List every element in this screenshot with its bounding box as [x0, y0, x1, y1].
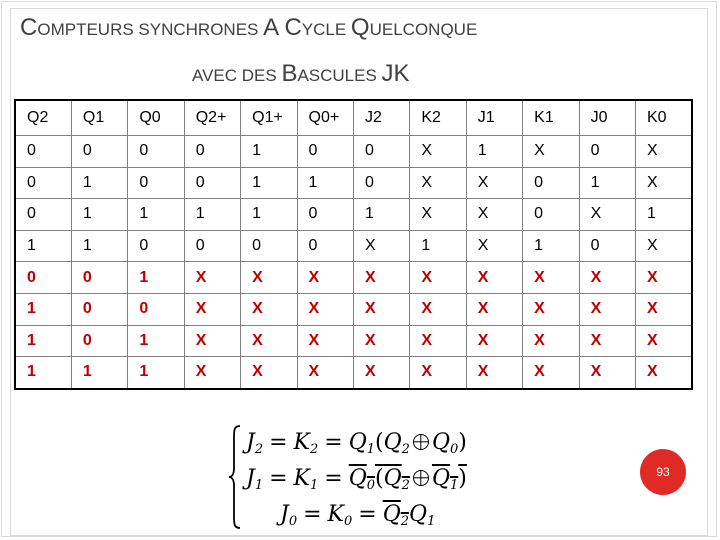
truth-table	[14, 99, 693, 390]
table-cell: X	[353, 357, 409, 389]
table-cell: X	[635, 325, 692, 357]
table-cell: X	[523, 325, 579, 357]
table-cell: X	[297, 293, 353, 325]
table-cell: 0	[128, 293, 184, 325]
table-cell: X	[635, 293, 692, 325]
table-cell: 0	[128, 230, 184, 262]
table-cell: 0	[15, 262, 71, 294]
table-cell: 1	[15, 230, 71, 262]
table-cell: 1	[297, 167, 353, 199]
table-cell: X	[579, 262, 635, 294]
table-row	[15, 357, 692, 389]
xor-operator-icon	[413, 434, 429, 450]
table-header-cell: K1	[523, 100, 579, 136]
table-cell: X	[241, 325, 297, 357]
table-cell: 0	[71, 262, 127, 294]
table-row	[15, 199, 692, 231]
table-header-cell: Q2	[15, 100, 71, 136]
table-cell: X	[297, 325, 353, 357]
table-cell: 0	[15, 199, 71, 231]
table-cell: X	[297, 357, 353, 389]
table-cell: 1	[128, 262, 184, 294]
table-cell: X	[523, 136, 579, 168]
table-cell: 0	[241, 230, 297, 262]
table-cell: 0	[184, 136, 240, 168]
table-header-cell: K0	[635, 100, 692, 136]
table-cell: 1	[353, 199, 409, 231]
table-cell: 1	[71, 167, 127, 199]
table-cell: 0	[71, 325, 127, 357]
table-cell: 0	[15, 167, 71, 199]
table-cell: X	[353, 262, 409, 294]
table-row	[15, 325, 692, 357]
table-cell: X	[241, 262, 297, 294]
table-cell: 0	[184, 167, 240, 199]
table-cell: X	[410, 325, 466, 357]
table-row	[15, 230, 692, 262]
table-cell: 1	[466, 136, 522, 168]
table-header-cell: K2	[410, 100, 466, 136]
slide-title-line1: COMPTEURS SYNCHRONES A CYCLE QUELCONQUE	[20, 14, 478, 41]
table-header-cell: Q1	[71, 100, 127, 136]
table-cell: 1	[128, 357, 184, 389]
table-cell: 1	[71, 199, 127, 231]
table-cell: X	[635, 167, 692, 199]
table-cell: 0	[297, 136, 353, 168]
table-cell: 0	[71, 136, 127, 168]
table-cell: X	[635, 136, 692, 168]
q0-complement: $Q_0$	[348, 466, 376, 493]
table-header-cell: Q2+	[184, 100, 240, 136]
slide-title-line2: AVEC DES BASCULES JK	[192, 60, 410, 87]
table-cell: X	[184, 293, 240, 325]
table-header-cell: J1	[466, 100, 522, 136]
equation-j0-k0: $J_0 = K_0 = Q_2Q_1$	[280, 502, 436, 529]
xor-operator-icon	[413, 470, 429, 486]
table-cell: 0	[128, 136, 184, 168]
table-cell: 1	[635, 199, 692, 231]
table-cell: 0	[71, 293, 127, 325]
table-cell: 0	[579, 230, 635, 262]
table-cell: X	[353, 325, 409, 357]
table-cell: 1	[15, 325, 71, 357]
table-header-cell: Q1+	[241, 100, 297, 136]
table-cell: X	[466, 325, 522, 357]
table-cell: 0	[353, 167, 409, 199]
table-header-cell: Q0	[128, 100, 184, 136]
table-cell: X	[241, 293, 297, 325]
table-cell: 0	[523, 199, 579, 231]
table-cell: X	[353, 293, 409, 325]
table-cell: X	[410, 357, 466, 389]
table-cell: X	[579, 199, 635, 231]
table-cell: X	[241, 357, 297, 389]
equation-j1-k1: $J_1 = K_1 = Q_0(Q_2$ $Q_1$)	[246, 466, 467, 493]
table-cell: 1	[71, 357, 127, 389]
table-cell: 0	[15, 136, 71, 168]
table-cell: X	[184, 262, 240, 294]
table-cell: X	[635, 230, 692, 262]
table-cell: 1	[71, 230, 127, 262]
table-cell: 0	[184, 230, 240, 262]
table-cell: X	[466, 199, 522, 231]
table-cell: X	[410, 293, 466, 325]
table-cell: 1	[579, 167, 635, 199]
table-cell: 1	[15, 357, 71, 389]
curly-brace-icon	[228, 424, 242, 530]
table-cell: 1	[128, 325, 184, 357]
table-cell: X	[466, 262, 522, 294]
page-number-badge: 93	[640, 449, 686, 495]
table-row	[15, 293, 692, 325]
table-cell: X	[523, 293, 579, 325]
table-cell: X	[184, 325, 240, 357]
table-cell: X	[466, 230, 522, 262]
table-cell: X	[353, 230, 409, 262]
table-cell: X	[579, 293, 635, 325]
table-cell: X	[466, 357, 522, 389]
table-cell: 1	[241, 167, 297, 199]
table-cell: X	[466, 293, 522, 325]
table-cell: 0	[297, 199, 353, 231]
table-cell: X	[579, 325, 635, 357]
table-header-cell: J0	[579, 100, 635, 136]
table-cell: 1	[184, 199, 240, 231]
q2-complement: $Q_2$	[382, 502, 410, 529]
table-cell: 1	[241, 136, 297, 168]
table-cell: X	[184, 357, 240, 389]
table-cell: 1	[128, 199, 184, 231]
xor-complement: ($Q_2$ $Q_1$)	[375, 466, 467, 493]
table-cell: 1	[15, 293, 71, 325]
table-cell: X	[466, 167, 522, 199]
table-cell: X	[579, 357, 635, 389]
table-cell: X	[523, 357, 579, 389]
table-cell: 0	[297, 230, 353, 262]
table-row	[15, 167, 692, 199]
table-cell: 0	[579, 136, 635, 168]
table-cell: X	[410, 136, 466, 168]
table-cell: 0	[523, 167, 579, 199]
table-cell: X	[410, 262, 466, 294]
table-header-cell: J2	[353, 100, 409, 136]
table-cell: 0	[128, 167, 184, 199]
equation-j2-k2: $J_2 = K_2 = Q_1(Q_2$ $Q_0$)	[246, 430, 467, 457]
table-cell: X	[635, 357, 692, 389]
table-cell: X	[635, 262, 692, 294]
table-cell: 0	[353, 136, 409, 168]
table-row	[15, 136, 692, 168]
equations-block	[228, 424, 508, 536]
table-header-row	[15, 100, 692, 136]
slide-title	[20, 6, 700, 98]
table-cell: X	[410, 199, 466, 231]
table-cell: 1	[410, 230, 466, 262]
table-cell: X	[523, 262, 579, 294]
table-header-cell: Q0+	[297, 100, 353, 136]
table-cell: X	[410, 167, 466, 199]
table-row	[15, 262, 692, 294]
table-cell: 1	[241, 199, 297, 231]
table-cell: X	[297, 262, 353, 294]
table-cell: 1	[523, 230, 579, 262]
